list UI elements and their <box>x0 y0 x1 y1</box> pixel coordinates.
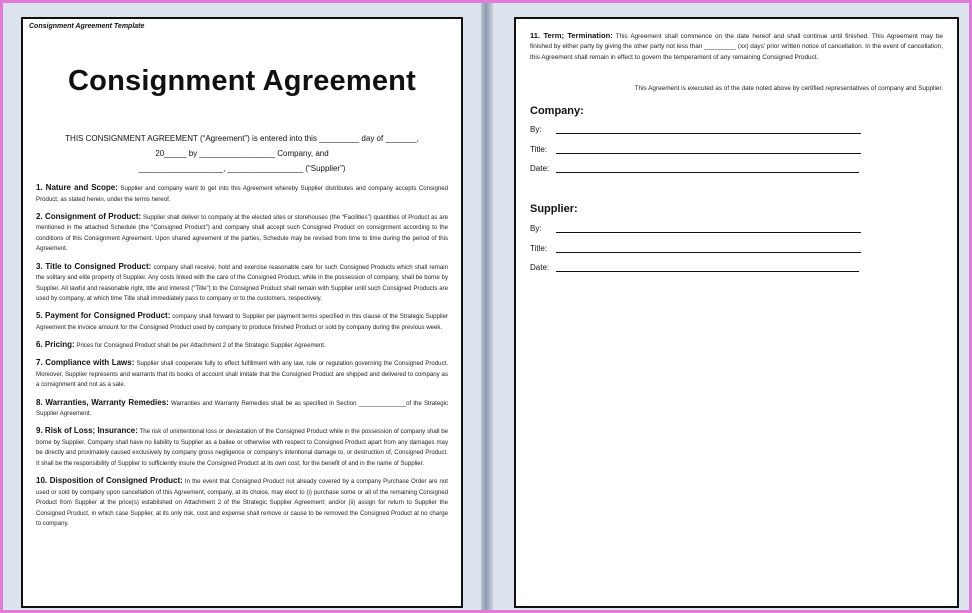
clause-title <box>36 262 448 305</box>
supplier-date-line <box>556 263 859 272</box>
clause-text: This Agreement shall commence on the date hereof and shall continue until finished. This Agreement may be finished by either party by giving the other party not less than _________ (xx) days' prior written notice of cancellation. In the event of cancellation, this Agreement shall remain in effect to govern the temperament of any remaining Consigned Product. <box>530 33 943 61</box>
company-title-line <box>556 145 861 154</box>
supplier-title-line <box>556 244 861 253</box>
clause-text: The risk of unintentional loss or devastation of the Consigned Product while in the possession of company shall be borne by Supplier. Company shall have no liability to Supplier as a bailee or otherwise with respect to Consigned Product apart from any damages may be directly and proximately caused exclusively by company gross negligence or company's intentional damage to, or destruction of, Consigned Product. It shall be the responsibility of Supplier to sufficiently insure the Consigned Product at its own cost, for the benefit of and in the name of Supplier. <box>36 428 448 467</box>
clause-list <box>36 183 448 537</box>
intro-line: THIS CONSIGNMENT AGREEMENT (“Agreement”) is entered into this _________ day of _______, <box>65 134 419 143</box>
signature-label: Title: <box>530 244 548 253</box>
execution-statement: This Agreement is executed as of the date noted above by certified representatives of company and Supplier. <box>634 85 943 92</box>
supplier-by-line <box>556 224 861 233</box>
clause-heading: 9. Risk of Loss; Insurance: <box>36 426 138 436</box>
clause-heading: 6. Pricing: <box>36 340 75 350</box>
signature-label: Date: <box>530 263 550 272</box>
clause-text: Supplier and company want to get into this Agreement whereby Supplier distributes and company accepts Consigned Product, as stated herein, under the terms hereof. <box>36 185 449 203</box>
company-heading: Company: <box>530 105 584 117</box>
document-title: Consignment Agreement <box>68 65 416 97</box>
clause-heading: 10. Disposition of Consigned Product: <box>36 476 183 486</box>
clause-text: Warranties and Warranty Remedies shall be as specified in Section ______________of the Strategic Supplier Agreement. <box>36 399 449 418</box>
clause-text: Supplier shall cooperate fully to effect fulfillment with any law, rule or regulation governing the Consigned Product. Moreover, Supplier represents and warrants that its books of account shall imitate that the Consigned Product are shipped and delivered to company as a consignment and not as a sale. <box>36 360 449 389</box>
clause-pricing <box>36 340 448 352</box>
signature-label: By: <box>530 125 542 134</box>
clause-text: In the event that Consigned Product not already covered by a company Purchase Order are not used or sold by company upon cancellation of this Agreement, company, at its choice, may elect to (i) purchase some or all of the remaining Consigned Product from Supplier at the price(s) established on Attachment 2 of the Strategic Supplier Agreement; and/or (ii) assign for return to Supplier the Consigned Product, in which case Supplier, at its only risk, cost and expense shall remove or cause to be removed the Consigned Product at no charge to company. <box>36 478 448 528</box>
clause-disposition <box>36 476 448 530</box>
signature-label: Title: <box>530 145 548 154</box>
company-title-row <box>530 145 861 154</box>
clause-heading: 2. Consignment of Product: <box>36 211 142 221</box>
supplier-title-row <box>530 244 861 253</box>
clause-heading: 3. Title to Consigned Product: <box>36 261 152 271</box>
clause-warranties <box>36 398 448 420</box>
clause-text: company shall forward to Supplier per payment terms specified in this clause of the Strategic Supplier Agreement the invoice amount for the Consigned Product used by company to produce finished Product or sold by company during the previous week. <box>36 313 448 332</box>
page-divider <box>481 3 493 610</box>
clause-risk-insurance <box>36 426 448 469</box>
company-date-line <box>556 164 859 173</box>
supplier-date-row <box>530 263 859 272</box>
clause-text: Prices for Consigned Product shall be per Attachment 2 of the Strategic Supplier Agreement. <box>76 342 326 350</box>
viewer-background <box>3 3 969 610</box>
clause-nature-scope <box>36 183 448 205</box>
clause-heading: 1. Nature and Scope: <box>36 183 118 192</box>
document-page-2 <box>514 17 959 608</box>
clause-heading: 5. Payment for Consigned Product: <box>36 311 171 321</box>
company-by-row <box>530 125 861 134</box>
intro-line: ___________________, _________________ (“Supplier”) <box>138 164 346 173</box>
supplier-heading: Supplier: <box>530 203 578 215</box>
clause-term-termination <box>530 31 943 63</box>
intro-line: 20_____ by _________________ Company, and <box>155 149 329 158</box>
signature-label: By: <box>530 224 542 233</box>
company-by-line <box>556 125 861 134</box>
supplier-by-row <box>530 224 861 233</box>
template-label: Consignment Agreement Template <box>29 23 145 30</box>
clause-text: company shall receive, hold and exercise reasonable care for such Consigned Products which shall remain the solitary and elite property of Supplier. Any costs linked with the care of the Consigned Product, while in the possession of company, shall be borne by Supplier. All lawful and reasonable right, title and interest (“Title”) to the Consigned Product shall remain with Supplier until such Consigned Products are used by company, at which time Title shall immediately pass to company or to the customers, respectively. <box>36 263 448 303</box>
company-date-row <box>530 164 859 173</box>
clause-consignment <box>36 212 448 255</box>
clause-heading: 7. Compliance with Laws: <box>36 358 135 368</box>
intro-paragraph <box>35 131 449 176</box>
document-page-1 <box>21 17 463 608</box>
clause-heading: 8. Warranties, Warranty Remedies: <box>36 397 169 407</box>
clause-payment <box>36 311 448 333</box>
clause-text: Supplier shall deliver to company at the elected sites or storehouses (the “Facilities”) quantities of Product as are mentioned in the attached Schedule (the “Consigned Product”) and company shall accept such Consigned Product on consignment according to the conditions of this Consignment Agreement. Upon shared agreement of the parties, Schedule may be revised from time to time during the period of this Agreement. <box>36 213 449 253</box>
clause-compliance <box>36 358 448 391</box>
signature-label: Date: <box>530 164 550 173</box>
clause-heading: 11. Term; Termination: <box>530 31 613 40</box>
